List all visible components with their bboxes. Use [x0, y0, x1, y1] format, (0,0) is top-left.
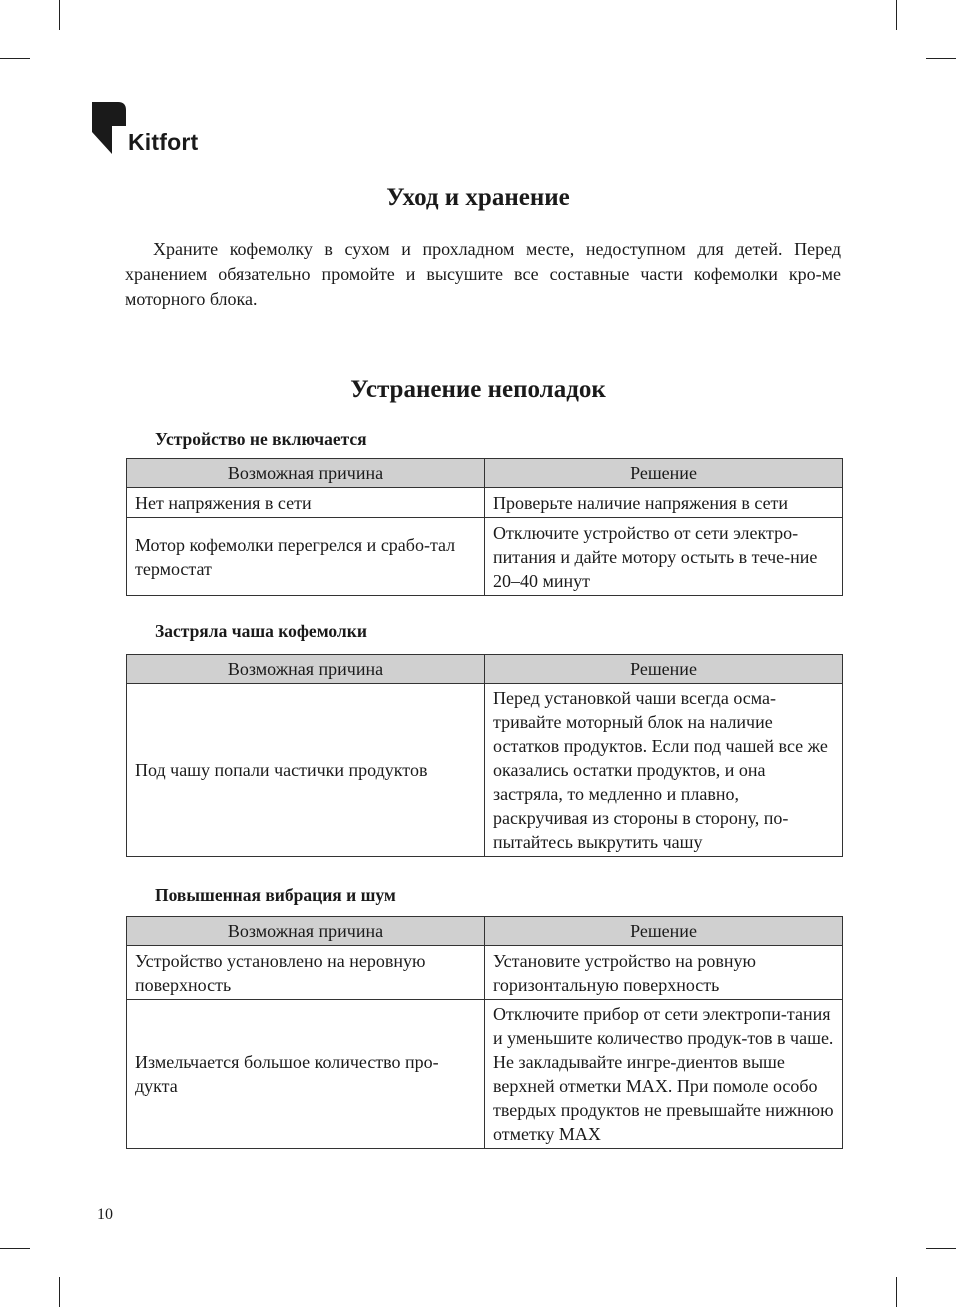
solution-cell: Отключите прибор от сети электропи-тания и уменьшите количество продук-тов в чаше. Не закладывайте ингре-диентов выше верхней отметки MAX. При помоле особо твердых продуктов не превышайте нижнюю отметку MAX	[485, 1000, 843, 1149]
crop-mark	[0, 1248, 30, 1249]
solution-cell: Установите устройство на ровную горизонтальную поверхность	[485, 946, 843, 1000]
table-row	[127, 946, 843, 1000]
header-cause: Возможная причина	[127, 917, 485, 946]
header-cause: Возможная причина	[127, 459, 485, 488]
crop-mark	[59, 0, 60, 30]
cause-cell: Мотор кофемолки перегрелся и срабо-тал термостат	[127, 518, 485, 596]
table-row	[127, 1000, 843, 1149]
brand-logo	[92, 102, 198, 154]
care-text: Храните кофемолку в сухом и прохладном месте, недоступном для детей. Перед хранением обязательно промойте и высушите все составные части кофемолки кро-ме моторного блока.	[125, 239, 841, 309]
care-title: Уход и хранение	[386, 184, 570, 211]
table-row	[127, 518, 843, 596]
crop-mark	[926, 1248, 956, 1249]
cause-cell: Под чашу попали частички продуктов	[127, 684, 485, 857]
table-row	[127, 488, 843, 518]
crop-mark	[926, 58, 956, 59]
solution-cell: Проверьте наличие напряжения в сети	[485, 488, 843, 518]
brand-name: Kitfort	[128, 129, 199, 155]
table-header-row	[127, 917, 843, 946]
section-heading: Устройство не включается	[155, 429, 367, 449]
table-row	[127, 684, 843, 857]
header-solution: Решение	[485, 459, 843, 488]
page-number: 10	[97, 1206, 113, 1223]
solution-cell: Отключите устройство от сети электро-питания и дайте мотору остыть в тече-ние 20–40 минут	[485, 518, 843, 596]
crop-mark	[0, 58, 30, 59]
crop-mark	[59, 1277, 60, 1307]
troubleshooting-table	[126, 916, 843, 1149]
table-header-row	[127, 459, 843, 488]
troubleshooting-title: Устранение неполадок	[350, 376, 606, 403]
cause-cell: Устройство установлено на неровную поверхность	[127, 946, 485, 1000]
troubleshooting-table	[126, 458, 843, 596]
cause-cell: Измельчается большое количество про-дукта	[127, 1000, 485, 1149]
cause-cell: Нет напряжения в сети	[127, 488, 485, 518]
section-heading: Застряла чаша кофемолки	[155, 621, 367, 641]
header-solution: Решение	[485, 655, 843, 684]
crop-mark	[896, 0, 897, 30]
section-heading: Повышенная вибрация и шум	[155, 885, 396, 905]
kitfort-logo-icon	[92, 102, 126, 154]
header-cause: Возможная причина	[127, 655, 485, 684]
solution-cell: Перед установкой чаши всегда осма-тривайте моторный блок на наличие остатков продуктов. Если под чашей все же оказались остатки продуктов, и она застряла, то медленно и плавно, раскручивая из стороны в сторону, по-пытайтесь выкрутить чашу	[485, 684, 843, 857]
header-solution: Решение	[485, 917, 843, 946]
troubleshooting-table	[126, 654, 843, 857]
table-header-row	[127, 655, 843, 684]
crop-mark	[896, 1277, 897, 1307]
